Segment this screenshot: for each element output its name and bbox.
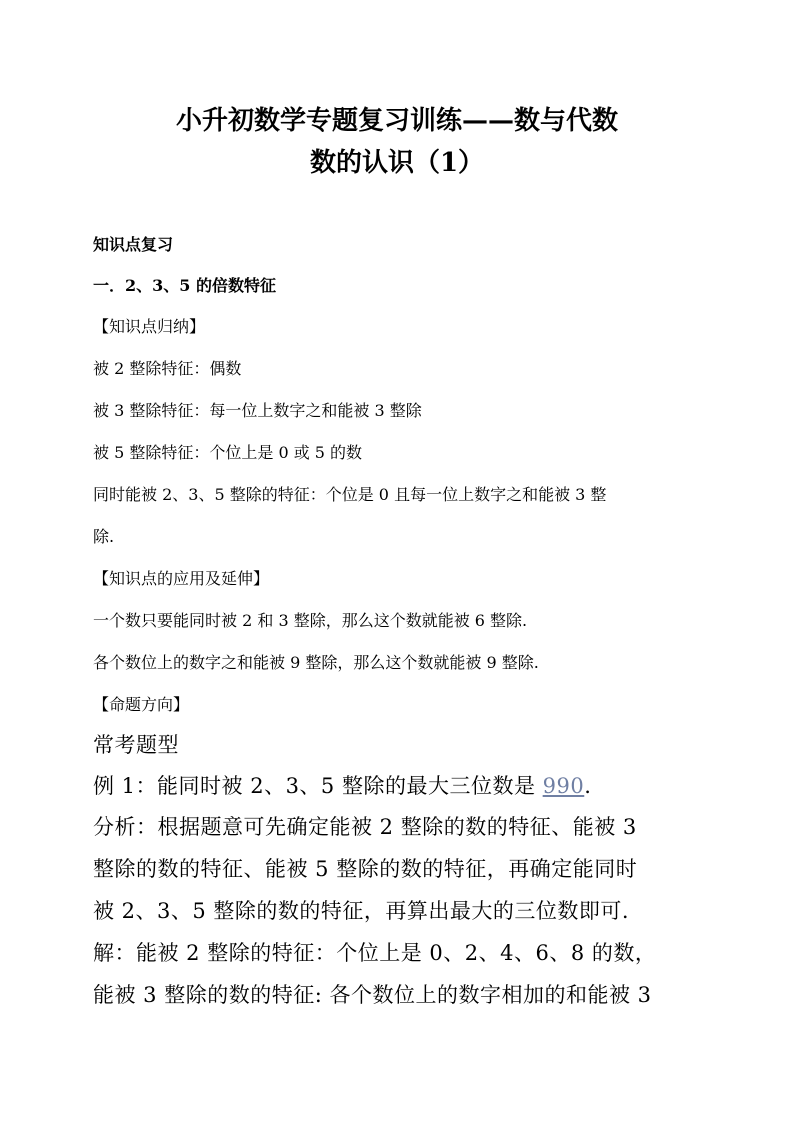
example-question: 例 1：能同时被 2、3、5 整除的最大三位数是 [93,774,543,798]
example-line [93,770,591,800]
example-answer: 990 [542,774,585,798]
combined-rule-line: 除. [93,527,115,546]
analysis-line: 整除的数的特征、能被 5 整除的数的特征，再确定能同时 [93,857,638,881]
application-line: 各个数位上的数字之和能被 9 整除，那么这个数就能被 9 整除. [93,653,539,672]
knowledge-summary-header: 【知识点归纳】 [93,317,206,336]
rule-line: 被 3 整除特征：每一位上数字之和能被 3 整除 [93,401,422,420]
rule-line: 被 2 整除特征：偶数 [93,359,242,378]
analysis-line: 分析：根据题意可先确定能被 2 整除的数的特征、能被 3 [93,815,637,839]
application-line: 一个数只要能同时被 2 和 3 整除，那么这个数就能被 6 整除. [93,611,528,630]
analysis-line: 被 2、3、5 整除的数的特征，再算出最大的三位数即可. [93,899,630,923]
application-header: 【知识点的应用及延伸】 [93,569,270,588]
rule-line: 被 5 整除特征：个位上是 0 或 5 的数 [93,443,363,462]
document-title: 小升初数学专题复习训练——数与代数 [175,106,618,136]
section-heading-review: 知识点复习 [93,235,174,254]
section-heading-one: 一．2、3、5 的倍数特征 [93,276,276,295]
example-period: . [584,774,592,798]
common-types-heading: 常考题型 [93,733,179,757]
combined-rule-line: 同时能被 2、3、5 整除的特征：个位是 0 且每一位上数字之和能被 3 整 [93,485,607,504]
solution-line: 解：能被 2 整除的特征：个位上是 0、2、4、6、8 的数， [93,941,657,965]
solution-line: 能被 3 整除的数的特征: 各个数位上的数字相加的和能被 3 [93,983,652,1007]
document-subtitle: 数的认识（1） [309,148,485,178]
direction-header: 【命题方向】 [93,695,190,714]
